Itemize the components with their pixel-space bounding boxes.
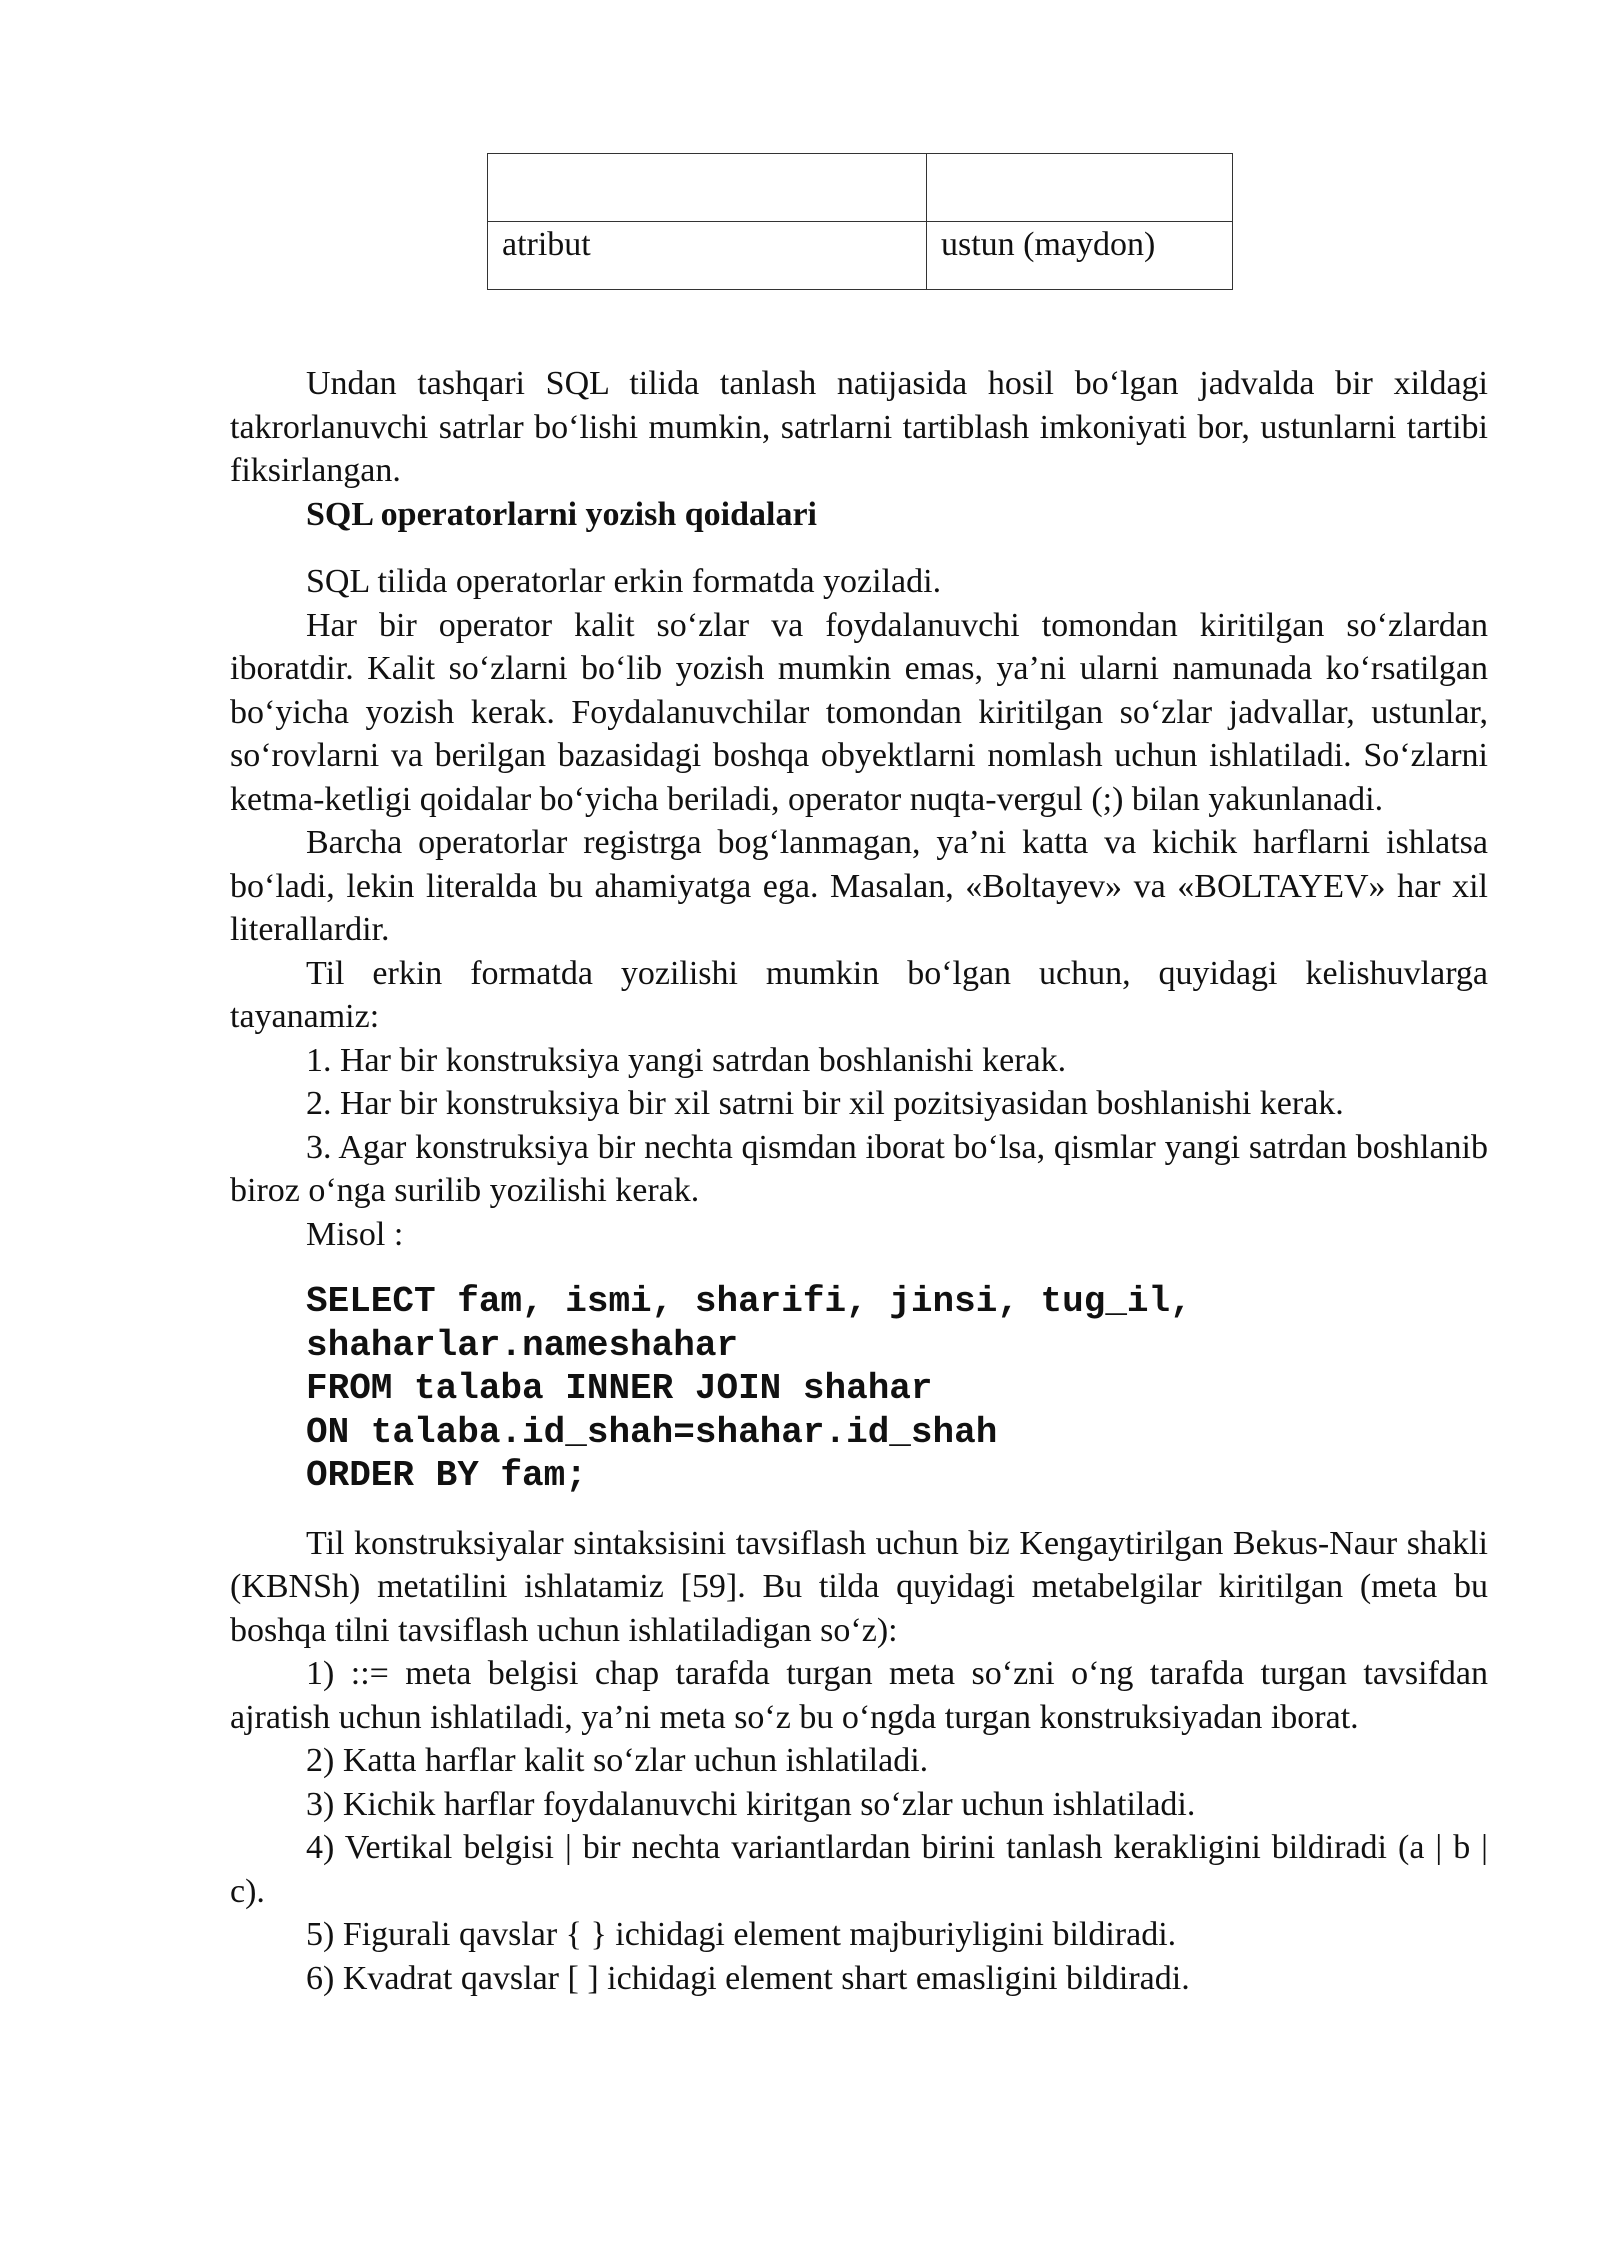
paragraph: Har bir operator kalit so‘zlar va foydalanuvchi tomondan kiritilgan so‘zlardan iboratdir. Kalit so‘zlarni bo‘lib yozish mumkin emas, ya’ni ularni namunada ko‘rsatilgan bo‘yicha yozish kerak. Foydalanuvchilar tomondan kiritilgan so‘zlar jadvallar, ustunlar, so‘rovlarni va berilgan bazasidagi boshqa obyektlarni nomlash uchun ishlatiladi. So‘zlarni ketma-ketligi qoidalar bo‘yicha beriladi, operator nuqta-vergul (;) bilan yakunlanadi. xyxy=(230,606,1488,818)
table-cell: atribut xyxy=(488,222,927,290)
code-line: SELECT fam, ismi, sharifi, jinsi, tug_il, xyxy=(306,1281,1192,1322)
code-line: FROM talaba INNER JOIN shahar xyxy=(306,1368,933,1409)
list-item: 1) ::= meta belgisi chap tarafda turgan meta so‘zni o‘ng tarafda turgan tavsifdan ajratish uchun ishlatiladi, ya’ni meta so‘z bu o‘ngda turgan konstruksiyadan iborat. xyxy=(230,1655,1488,1736)
body-text xyxy=(230,362,1488,2000)
list-item: 1. Har bir konstruksiya yangi satrdan boshlanishi kerak. xyxy=(306,1041,1067,1079)
paragraph: Til konstruksiyalar sintaksisini tavsiflash uchun biz Kengaytirilgan Bekus-Naur shakli (KBNSh) metatilini ishlatamiz [59]. Bu tilda quyidagi metabelgilar kiritilgan (meta bu boshqa tilni tavsiflash uchun ishlatiladigan so‘z): xyxy=(230,1524,1488,1649)
table-row xyxy=(488,154,1233,222)
code-line: shaharlar.nameshahar xyxy=(306,1324,739,1366)
table-cell xyxy=(488,154,927,222)
code-line: ORDER BY fam; xyxy=(306,1455,587,1496)
list-item: 2) Katta harflar kalit so‘zlar uchun ishlatiladi. xyxy=(306,1742,929,1779)
example-label: Misol : xyxy=(306,1215,404,1253)
list-item: 2. Har bir konstruksiya bir xil satrni bir xil pozitsiyasidan boshlanishi kerak. xyxy=(306,1085,1344,1122)
paragraph: Barcha operatorlar registrga bog‘lanmagan, ya’ni katta va kichik harflarni ishlatsa bo‘ladi, lekin literalda bu ahamiyatga ega. Masalan, «Boltayev» va «BOLTAYEV» har xil literallardir. xyxy=(230,824,1488,948)
terms-table xyxy=(487,153,1233,290)
table-cell xyxy=(927,154,1233,222)
paragraph: Undan tashqari SQL tilida tanlash natijasida hosil bo‘lgan jadvalda bir xildagi takrorlanuvchi satrlar bo‘lishi mumkin, satrlarni tartiblash imkoniyati bor, ustunlarni tartibi fiksirlangan. xyxy=(230,365,1488,489)
list-item: 3) Kichik harflar foydalanuvchi kiritgan so‘zlar uchun ishlatiladi. xyxy=(306,1785,1196,1823)
spacer xyxy=(230,536,1488,560)
code-line: ON talaba.id_shah=shahar.id_shah xyxy=(306,1411,998,1453)
list-item: 4) Vertikal belgisi | bir nechta variantlardan birini tanlash kerakligini bildiradi (a | b | c). xyxy=(230,1829,1488,1910)
sql-code-block xyxy=(306,1280,1488,1498)
section-heading: SQL operatorlarni yozish qoidalari xyxy=(306,495,817,533)
table-row xyxy=(488,222,1233,290)
table-cell: ustun (maydon) xyxy=(927,222,1233,290)
list-item: 3. Agar konstruksiya bir nechta qismdan iborat bo‘lsa, qismlar yangi satrdan boshlanib biroz o‘nga surilib yozilishi kerak. xyxy=(230,1128,1488,1209)
paragraph: SQL tilida operatorlar erkin formatda yoziladi. xyxy=(306,563,942,600)
list-item: 6) Kvadrat qavslar [ ] ichidagi element shart emasligini bildiradi. xyxy=(306,1959,1190,1997)
paragraph: Til erkin formatda yozilishi mumkin bo‘lgan uchun, quyidagi kelishuvlarga tayanamiz: xyxy=(230,954,1488,1035)
list-item: 5) Figurali qavslar { } ichidagi element majburiyligini bildiradi. xyxy=(306,1916,1177,1953)
